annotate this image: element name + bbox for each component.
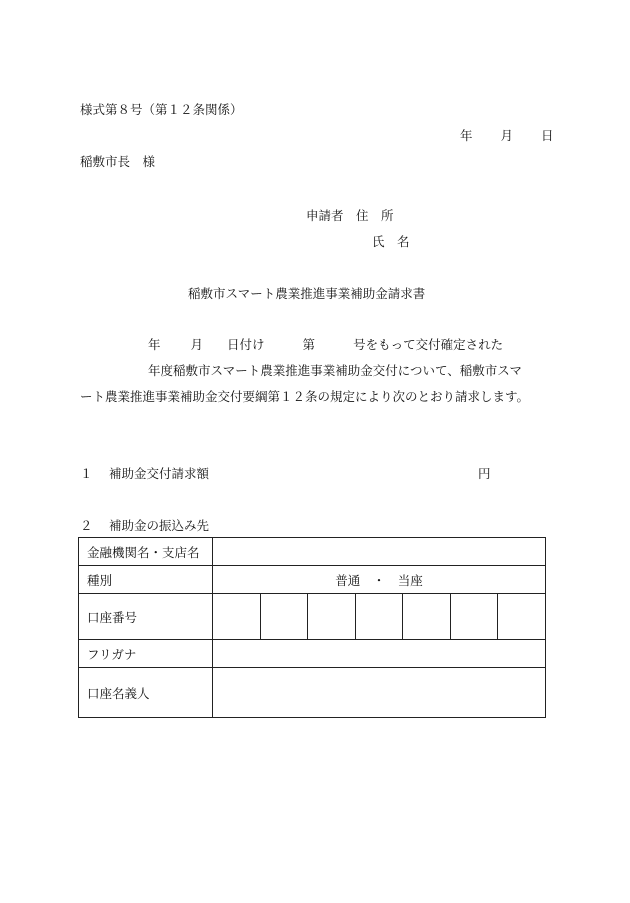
body-line-2: 年度稲敷市スマート農業推進事業補助金交付について、稲敷市スマ	[148, 363, 523, 378]
line1-year: 年	[148, 337, 161, 352]
date-year: 年	[460, 128, 473, 143]
account-digit-cell[interactable]	[450, 594, 498, 640]
line1-month: 月	[190, 337, 204, 352]
table-row	[79, 640, 546, 668]
furigana-label: フリガナ	[79, 640, 213, 668]
item1-label: １ 補助金交付請求額	[80, 466, 209, 481]
form-number: 様式第８号（第１２条関係）	[80, 102, 243, 117]
body-line-3: ート農業推進事業補助金交付要綱第１２条の規定により次のとおり請求します。	[80, 389, 530, 404]
holder-label: 口座名義人	[79, 668, 213, 718]
item2-label: ２ 補助金の振込み先	[80, 518, 209, 533]
bank-transfer-table	[78, 537, 546, 718]
line1-suffix: 号をもって交付確定された	[353, 337, 504, 352]
table-row	[79, 594, 546, 640]
account-digit-cell[interactable]	[308, 594, 356, 640]
applicant-address-label: 申請者 住 所	[306, 208, 394, 223]
date-month: 月	[500, 128, 514, 143]
account-digit-cell[interactable]	[403, 594, 451, 640]
furigana-value-cell[interactable]	[213, 640, 546, 668]
account-digit-cell[interactable]	[260, 594, 308, 640]
account-digit-cell[interactable]	[355, 594, 403, 640]
holder-value-cell[interactable]	[213, 668, 546, 718]
institution-value-cell[interactable]	[213, 538, 546, 566]
date-line	[460, 126, 554, 144]
table-row	[79, 538, 546, 566]
table-row	[79, 566, 546, 594]
document-title: 稲敷市スマート農業推進事業補助金請求書	[188, 286, 426, 301]
line1-dated: 日付け	[227, 337, 265, 352]
institution-label: 金融機関名・支店名	[79, 538, 213, 566]
account-digit-cell[interactable]	[213, 594, 261, 640]
table-row	[79, 668, 546, 718]
line1-dai: 第	[302, 337, 316, 352]
applicant-name-label: 氏 名	[372, 234, 410, 249]
addressee: 稲敷市長 様	[80, 154, 156, 169]
type-value[interactable]: 普通 ・ 当座	[213, 566, 546, 594]
type-label: 種別	[79, 566, 213, 594]
account-digit-cell[interactable]	[498, 594, 546, 640]
account-number-label: 口座番号	[79, 594, 213, 640]
body-line-1	[148, 335, 503, 353]
date-day: 日	[541, 128, 554, 143]
item1-unit: 円	[478, 466, 491, 481]
